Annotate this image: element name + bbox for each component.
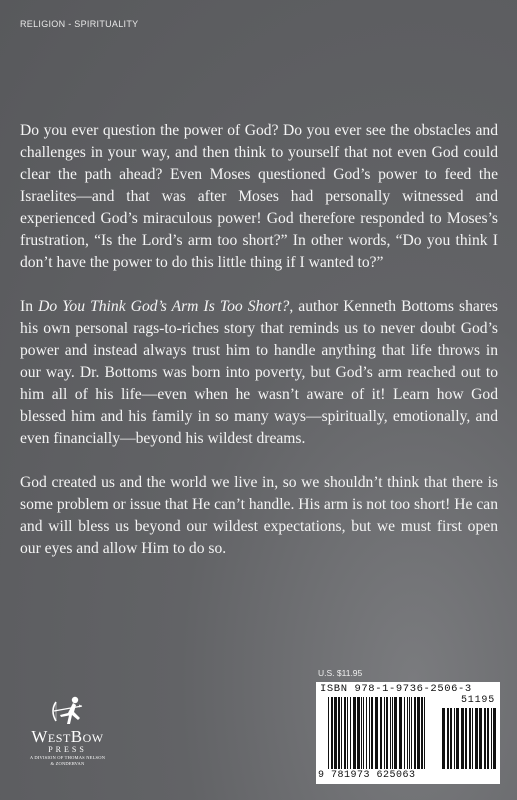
book-title-italic: Do You Think God’s Arm Is Too Short? (38, 298, 290, 315)
publisher-division-line-2: & ZONDERVAN (50, 761, 85, 766)
blurb-p2-prefix: In (20, 298, 39, 315)
publisher-logo (20, 694, 115, 789)
barcode (316, 682, 500, 784)
publisher-division-line-1: A DIVISION OF THOMAS NELSON (29, 755, 106, 760)
blurb-paragraph-2 (20, 296, 498, 450)
blurb-p2-rest: , author Kenneth Bottoms shares his own personal rags-to-riches story that reminds us to never doubt God’s power and instead always trust him to handle anything that life throws in our way. Dr. Bottoms was born into poverty, but God’s arm reached out to him all of his life—even when he wasn’t aware of it! Learn how God blessed him and his family in so many ways—spiritually, emotionally, and even financially—beyond his wildest dreams. (20, 298, 498, 447)
isbn-label: ISBN 978-1-9736-2506-3 (320, 683, 472, 695)
blurb (20, 120, 498, 582)
ean-number: 9 781973 625063 (318, 770, 416, 781)
publisher-division (20, 755, 115, 767)
publisher-name: WestBow (31, 727, 104, 746)
blurb-paragraph-3: God created us and the world we live in, so we shouldn’t think that there is some problem or issue that He can’t handle. His arm is not too short! He can and will bless us beyond our wildest expectations, but we must first open our eyes and allow Him to do so. (20, 474, 498, 557)
category-label: RELIGION - SPIRITUALITY (20, 19, 139, 29)
price-addon-code: 51195 (460, 695, 495, 706)
blurb-paragraph-1: Do you ever question the power of God? Do you ever see the obstacles and challenges in your way, and then think to yourself that not even God could clear the path ahead? Even Moses questioned God’s power to feed the Israelites—and that was after Moses had personally witnessed and experienced God’s miraculous power! God therefore responded to Moses’s frustration, “Is the Lord’s arm too short?” In other words, “Do you think I don’t have the power to do this little thing if I wanted to?” (20, 122, 498, 271)
publisher-press: PRESS (48, 745, 87, 754)
archer-icon (48, 694, 88, 728)
price-label: U.S. $11.95 (318, 668, 363, 678)
